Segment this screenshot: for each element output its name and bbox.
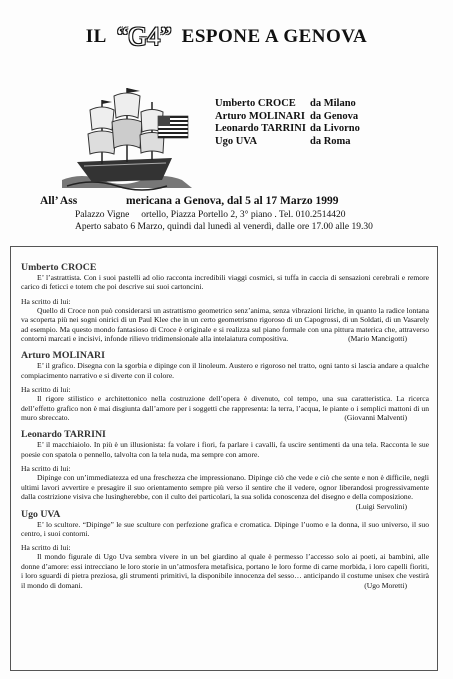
quote-author: (Giovanni Malventi)	[344, 413, 407, 423]
artist-city: da Genova	[310, 110, 359, 122]
artist-city: da Milano	[310, 98, 356, 109]
section-intro: E’ il grafico. Disegna con la sgorbia e dipinge con il linoleum. Austero e rigoroso nel tratto, ogni tanto si lascia andare a qualche compiacimento narrativo e si diverte con il colore.	[21, 361, 429, 380]
section-tarrini	[21, 429, 429, 511]
section-quote	[21, 394, 429, 422]
quote-author: (Ugo Moretti)	[364, 580, 407, 590]
section-molinari	[21, 350, 429, 422]
pennant	[102, 100, 112, 104]
artist-name: Umberto CROCE	[215, 98, 296, 109]
artists-list	[215, 98, 360, 148]
section-quote	[21, 306, 429, 344]
section-heading: Ugo UVA	[21, 508, 61, 520]
quote-text: Il rigore stilistico e architettonico nella costruzione dell’opera è divenuto, col tempo, una sua caratteristica. La ricerca dell’effetto grafico non è mai disgiunta dall’amore per i soggetti che rappresenta: la terra, l’acqua, le piante o i semplici mattoni di un muro sbreccato.	[21, 394, 429, 423]
artist-city: da Livorno	[310, 123, 360, 134]
title-right: ESPONE A GENOVA	[181, 26, 368, 47]
page-title	[0, 22, 453, 52]
section-label: Ha scritto di lui:	[21, 543, 71, 553]
title-left: IL	[85, 26, 107, 47]
sail-2b	[112, 119, 142, 148]
venue-line-1: All’ Ass mericana a Genova, dal 5 al 17 Marzo 1999	[40, 195, 339, 207]
section-quote	[21, 473, 429, 511]
artists-description-box	[10, 246, 438, 671]
artist-row	[215, 98, 360, 111]
artist-name: Ugo UVA	[215, 135, 258, 147]
section-label: Ha scritto di lui:	[21, 385, 71, 395]
quote-text: Il mondo figurale di Ugo Uva sembra vivere in un bel giardino al quale è permesso l’accesso solo ai poeti, ai bambini, alle donne d’amore: essi intrecciano le loro storie in un’atmosfera metafisica, portano le loro forme di carne morbida, i loro capelli fioriti, i loro sguardi di pietra preziosa, gli strumenti primitivi, la disponibile innocenza del sesso… anticipando il costume unisex che vestirà il mondo di domani.	[21, 552, 429, 590]
section-intro: E’ lo scultore. “Dipinge” le sue sculture con perfezione grafica e cromatica. Dipinge l’uomo e la donna, il suo universo, il suo centro, i suoi contorni.	[21, 519, 429, 538]
ship-hull	[77, 158, 172, 182]
section-quote	[21, 552, 429, 590]
venue-line-3: Aperto sabato 6 Marzo, quindi dal lunedì al venerdì, dalle ore 17.00 alle 19.30	[75, 222, 373, 232]
section-heading: Umberto CROCE	[21, 262, 97, 273]
title-group-name: “G4”	[116, 22, 172, 51]
section-uva	[21, 509, 429, 590]
quote-author: (Mario Mancigotti)	[348, 334, 407, 344]
section-intro: E’ il macchiaiolo. In più è un illusionista: fa volare i fiori, fa parlare i cavalli, fa uscire sentimenti da una tela. Racconta le sue poesie con spatola o pennello, talvolta con la tela nuda, ma sempre con amore.	[21, 440, 429, 459]
artist-name: Leonardo TARRINI	[215, 123, 306, 134]
section-label: Ha scritto di lui:	[21, 296, 71, 306]
artist-row	[215, 123, 360, 136]
section-heading: Arturo MOLINARI	[21, 350, 105, 362]
artist-name: Arturo MOLINARI	[215, 110, 305, 122]
artist-row	[215, 111, 360, 124]
ship-illustration	[62, 80, 192, 200]
quote-text: Quello di Croce non può considerarsi un astrattismo geometrico senz’anima, senza vibrazioni liriche, in quanto la radice lontana va scoperta più nei sogni onirici di un Paul Klee che in un certo geometrismo rigoroso di un Capogrossi, di un Soldati, di un Vasarely ad esempio. Ma questo mondo fantasioso di Croce è originale e si realizza sul piano formale con una pittura materica che, attraverso contorni marcati e incisivi, infonde rilievo tridimensionale alla intelaiatura compositiva.	[21, 305, 429, 344]
artist-row	[215, 136, 360, 149]
section-label: Ha scritto di lui:	[21, 464, 71, 474]
artist-city: da Roma	[310, 135, 351, 147]
venue-line-2: Palazzo Vigne ortello, Piazza Portello 2, 3° piano . Tel. 010.2514420	[75, 210, 346, 220]
section-croce	[21, 262, 429, 343]
sail-1a	[90, 107, 114, 130]
quote-author: (Luigi Servolini)	[355, 501, 407, 511]
sail-1b	[88, 131, 116, 154]
sail-2a	[114, 93, 140, 118]
section-intro: E’ l’astrattista. Con i suoi pastelli ad olio racconta incredibili viaggi cosmici, si tuffa in caccia di sensazioni cerebrali e remore carico di feticci e totem che poi descrive sui suoi cartoncini.	[21, 273, 429, 292]
section-heading: Leonardo TARRINI	[21, 429, 106, 441]
quote-text: Dipinge con un’immediatezza ed una freschezza che impressionano. Dipinge ciò che vede e ciò che sente e non è difficile, negli ultimi lavori avvertire e presagire il suo orientamento sempre più verso il sentire che il vedere, ognor liberandosi progressivamente dalla costrizione visiva che lusingherebbe, con il culto dei particolari, la sua solida conoscenza del disegno e della composizione.	[21, 473, 429, 502]
us-flag	[158, 116, 188, 138]
pennant	[127, 88, 140, 93]
